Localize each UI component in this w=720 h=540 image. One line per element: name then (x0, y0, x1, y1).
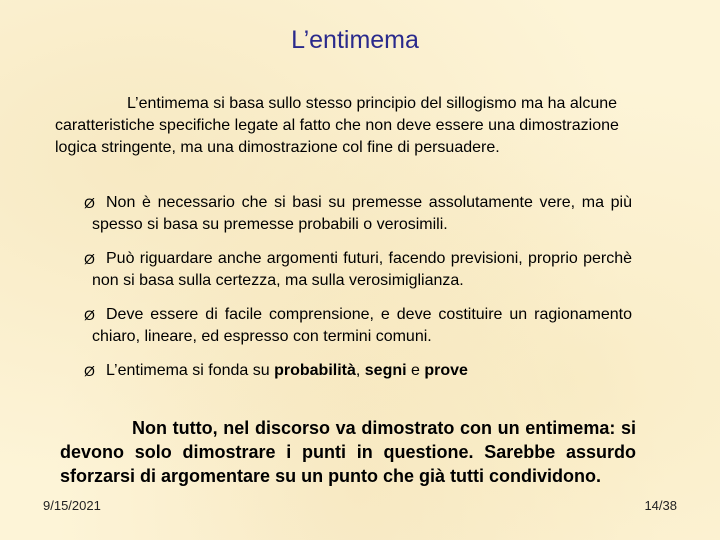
closing-text: Non tutto, nel discorso va dimostrato con un entimema: si devono solo dimostrare i punti in questione. Sarebbe assurdo sforzarsi di argomentare su un punto che già tutti condividono. (60, 418, 636, 486)
arrow-bullet-icon: Ø (84, 251, 95, 267)
bullet-prefix: L’entimema si fonda su (106, 362, 275, 379)
list-item (84, 192, 632, 236)
list-item (84, 248, 632, 292)
separator: e (406, 362, 425, 379)
bullet-text (92, 360, 632, 382)
term-segni: segni (364, 362, 407, 379)
bullet-text: Può riguardare anche argomenti futuri, facendo previsioni, proprio perchè non si basa sulla certezza, ma sulla verosimiglianza. (92, 250, 632, 289)
bullet-text: Deve essere di facile comprensione, e deve costituire un ragionamento chiaro, lineare, ed espresso con termini comuni. (92, 306, 632, 345)
arrow-bullet-icon: Ø (84, 195, 95, 211)
intro-text: L’entimema si basa sullo stesso principio del sillogismo ma ha alcune caratteristiche specifiche legate al fatto che non deve essere una dimostrazione logica stringente, ma una dimostrazione col fine di persuadere. (55, 95, 619, 156)
closing-paragraph (60, 416, 636, 488)
page-number: 14/38 (644, 498, 677, 513)
bullet-list (84, 192, 632, 394)
term-probabilita: probabilità (274, 362, 356, 379)
slide-date: 9/15/2021 (43, 498, 101, 513)
list-item (84, 360, 632, 382)
arrow-bullet-icon: Ø (84, 307, 95, 323)
separator: , (355, 362, 365, 379)
arrow-bullet-icon: Ø (84, 363, 95, 379)
intro-paragraph (55, 93, 630, 159)
term-prove: prove (424, 362, 468, 379)
slide-title: L’entimema (291, 26, 419, 54)
list-item (84, 304, 632, 348)
bullet-text: Non è necessario che si basi su premesse assolutamente vere, ma più spesso si basa su premesse probabili o verosimili. (92, 194, 632, 233)
